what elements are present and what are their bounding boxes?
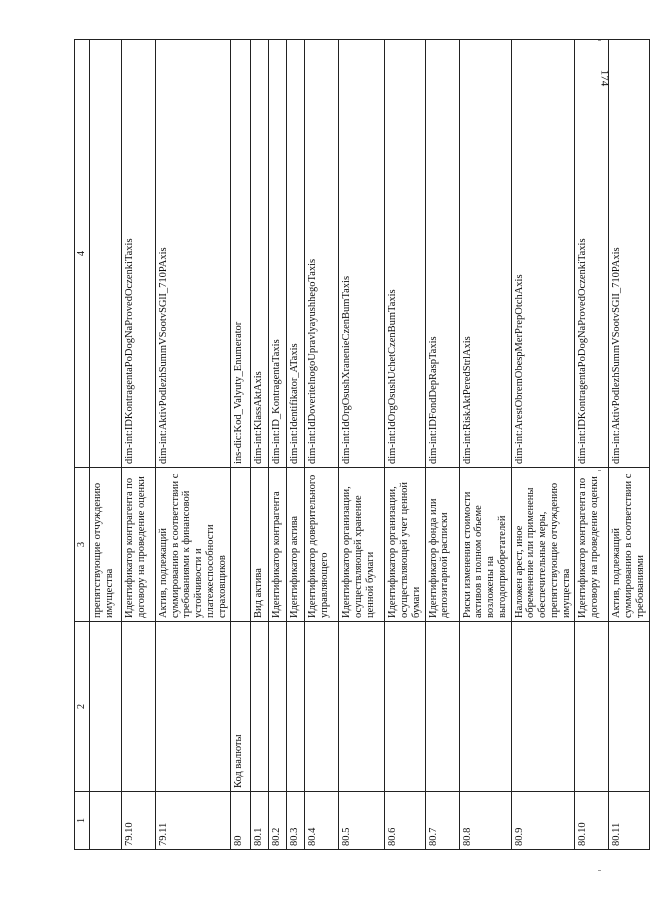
section-name [89, 622, 121, 792]
header-cell: 4 [75, 40, 90, 468]
row-number: 80.5 [339, 792, 385, 850]
row-number: 79.11 [155, 792, 231, 850]
identifier: dim-int:AktivPodlezhSummVSootvSGlI_710PAxis [609, 40, 649, 468]
table-row [385, 40, 425, 850]
table-row [155, 40, 231, 850]
section-name [609, 622, 649, 792]
header-cell: 1 [75, 792, 90, 850]
section-name [269, 622, 287, 792]
section-name [121, 622, 155, 792]
identifier: dim-int:IdOrgOsushUchetCzenBumTaxis [385, 40, 425, 468]
row-number: 80.3 [287, 792, 305, 850]
table-row [511, 40, 575, 850]
table-row [459, 40, 511, 850]
description: Вид актива [251, 468, 269, 622]
table-row [305, 40, 339, 850]
description: препятствующие отчуждению имущества [89, 468, 121, 622]
table-row [251, 40, 269, 850]
row-number: 80.11 [609, 792, 649, 850]
table-row [121, 40, 155, 850]
section-name [459, 622, 511, 792]
description: Идентификатор организации, осуществляющей хранение ценной бумаги [339, 468, 385, 622]
data-table [74, 39, 650, 850]
row-number: 80.9 [511, 792, 575, 850]
description: Идентификатор доверительного управляющего [305, 468, 339, 622]
identifier: dim-int:Identifikator_ATaxis [287, 40, 305, 468]
identifier: dim-int:RiskAktPeredStrlAxis [459, 40, 511, 468]
section-name [251, 622, 269, 792]
table-row [575, 40, 609, 850]
identifier [89, 40, 121, 468]
description: Актив, подлежащий суммированию в соответствии с требованиями [609, 468, 649, 622]
description: Идентификатор организации, осуществляющей учет ценной бумаги [385, 468, 425, 622]
description: Актив, подлежащий суммированию в соответствии с требованиями к финансовой устойчивости и платежеспособности страховщиков [155, 468, 231, 622]
description: Наложен арест, иное обременение или применены обеспечительные меры, препятствующие отчуждению имущества [511, 468, 575, 622]
row-number: 80.2 [269, 792, 287, 850]
section-name [425, 622, 459, 792]
section-name [305, 622, 339, 792]
table-row [287, 40, 305, 850]
table-row [425, 40, 459, 850]
identifier: dim-int:IdDoveritelnogoUpravlyayushhegoTaxis [305, 40, 339, 468]
row-number: 80 [231, 792, 251, 850]
description: Идентификатор актива [287, 468, 305, 622]
section-name: Код валюты [231, 622, 251, 792]
identifier: dim-int:IDFondDepRaspTaxis [425, 40, 459, 468]
identifier: dim-int:ArestObremObespMerPrepOtchAxis [511, 40, 575, 468]
identifier: dim-int:ID_KontragentaTaxis [269, 40, 287, 468]
row-number: 80.7 [425, 792, 459, 850]
header-row [75, 40, 90, 850]
row-number [89, 792, 121, 850]
identifier: dim-int:IdOrgOsushXranenieCzenBumTaxis [339, 40, 385, 468]
table-row [231, 40, 251, 850]
identifier: dim-int:IDKontragentaPoDogNaProvedOczenkiTaxis [121, 40, 155, 468]
identifier: dim-int:IDKontragentaPoDogNaProvedOczenkiTaxis [575, 40, 609, 468]
scan-mark [598, 870, 601, 871]
header-cell: 2 [75, 622, 90, 792]
row-number: 80.4 [305, 792, 339, 850]
description: Идентификатор контрагента по договору на проведение оценки [575, 468, 609, 622]
table-row [609, 40, 649, 850]
identifier: dim-int:KlassAktAxis [251, 40, 269, 468]
description: Риски изменения стоимости активов в полном объеме возложены на выгодоприобретателей [459, 468, 511, 622]
section-name [155, 622, 231, 792]
row-number: 80.1 [251, 792, 269, 850]
row-number: 80.10 [575, 792, 609, 850]
description [231, 468, 251, 622]
table-row [269, 40, 287, 850]
section-name [287, 622, 305, 792]
page-number: 174 [597, 69, 610, 87]
row-number: 80.8 [459, 792, 511, 850]
description: Идентификатор контрагента [269, 468, 287, 622]
section-name [339, 622, 385, 792]
description: Идентификатор фонда или депозитарной расписки [425, 468, 459, 622]
row-number: 80.6 [385, 792, 425, 850]
table-row [339, 40, 385, 850]
row-number: 79.10 [121, 792, 155, 850]
section-name [511, 622, 575, 792]
table-row [89, 40, 121, 850]
section-name [575, 622, 609, 792]
description: Идентификатор контрагента по договору на проведение оценки [121, 468, 155, 622]
identifier: ins-dic:Kod_Valyuty_Enumerator [231, 40, 251, 468]
header-cell: 3 [75, 468, 90, 622]
section-name [385, 622, 425, 792]
identifier: dim-int:AktivPodlezhSummVSootvSGlI_710PAxis [155, 40, 231, 468]
